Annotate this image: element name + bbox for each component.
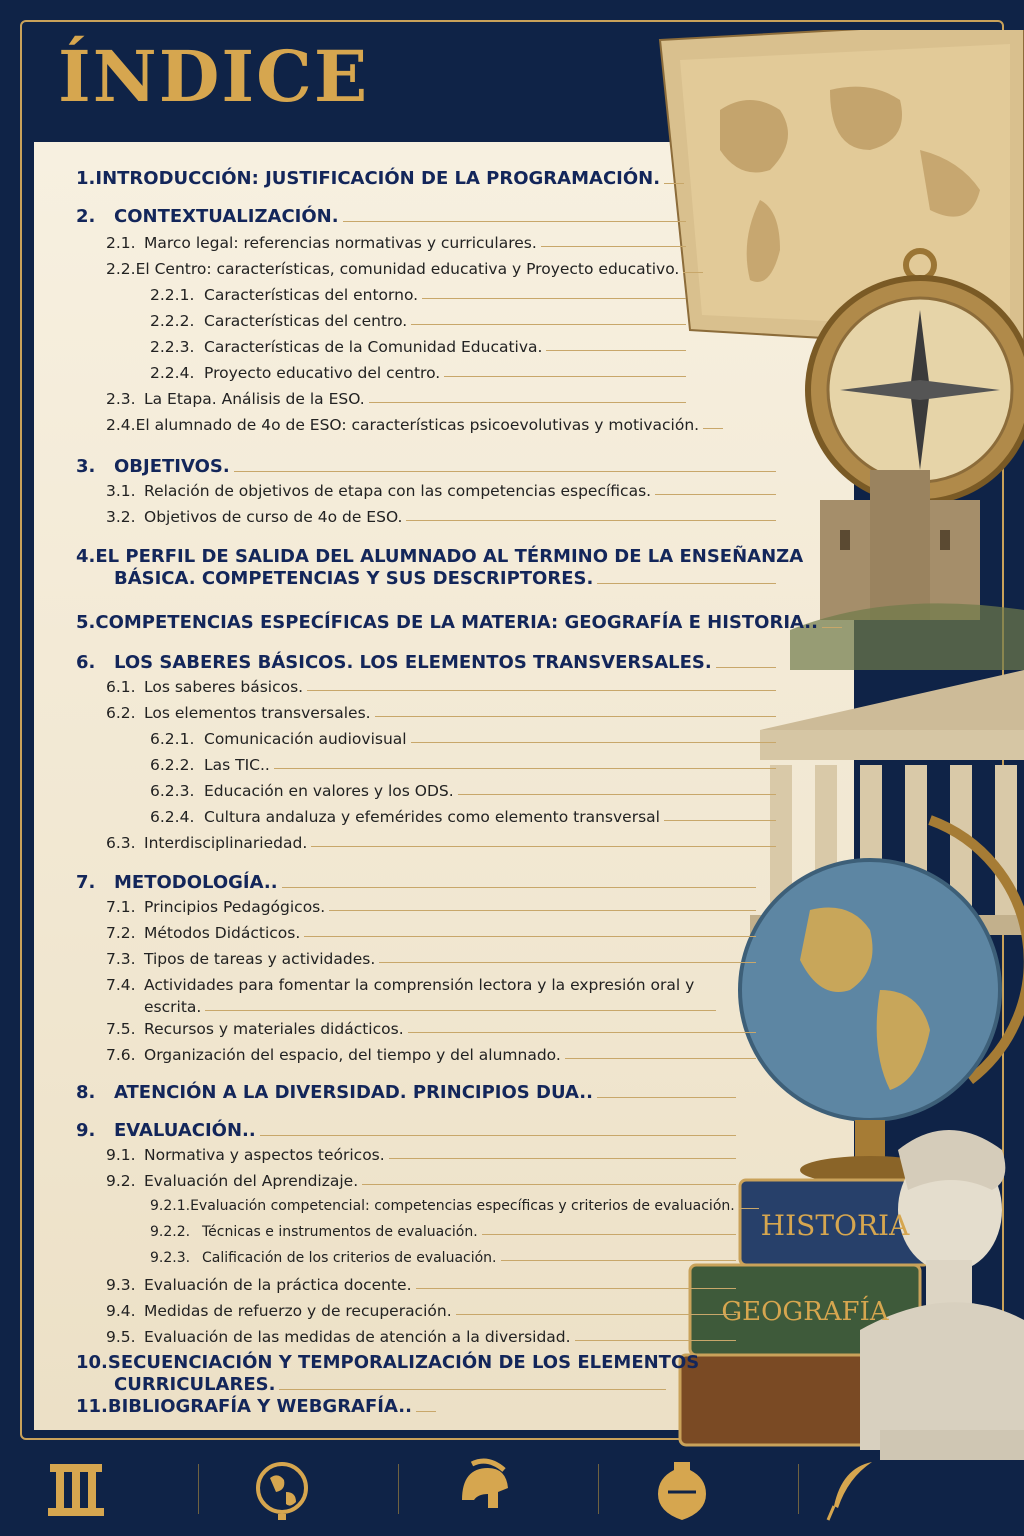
toc-entry-number: 6.1.: [106, 678, 136, 696]
toc-entry-label: Los saberes básicos.: [144, 678, 304, 696]
dot-leader: [444, 376, 686, 377]
toc-entry-label: Técnicas e instrumentos de evaluación.: [202, 1224, 478, 1240]
toc-entry-label: La Etapa. Análisis de la ESO.: [144, 390, 365, 408]
dot-leader: [307, 690, 776, 691]
toc-entry-number: 6.2.2.: [150, 756, 195, 774]
toc-entry-label: Interdisciplinariedad.: [144, 834, 308, 852]
toc-entry-number: 9.3.: [106, 1276, 136, 1294]
dot-leader: [234, 471, 776, 472]
toc-entry-label: COMPETENCIAS ESPECÍFICAS DE LA MATERIA: GEOGRAFÍA E HISTORIA..: [95, 612, 818, 633]
dot-leader: [205, 1010, 716, 1011]
dot-leader: [683, 272, 703, 273]
toc-entry-number: 7.2.: [106, 924, 136, 942]
toc-entry-number: 7.4.: [106, 976, 136, 994]
toc-entry[interactable]: [76, 168, 676, 189]
toc-entry-number: 9.4.: [106, 1302, 136, 1320]
toc-entry-number: 2.2.1.: [150, 286, 195, 304]
toc-entry-number: 2.1.: [106, 234, 136, 252]
dot-leader: [311, 846, 776, 847]
toc-entry-number: 7.6.: [106, 1046, 136, 1064]
toc-entry-label: EL PERFIL DE SALIDA DEL ALUMNADO AL TÉRMINO DE LA ENSEÑANZA: [95, 546, 804, 567]
dot-leader: [416, 1288, 737, 1289]
helmet-icon: [446, 1454, 518, 1526]
toc-entry-number: 9.5.: [106, 1328, 136, 1346]
toc-entry-label: Comunicación audiovisual: [204, 730, 407, 748]
toc-entry-number: 10.: [76, 1352, 108, 1373]
dot-leader: [456, 1314, 736, 1315]
toc-entry[interactable]: [150, 756, 776, 774]
toc-entry-number: 3.1.: [106, 482, 136, 500]
dot-leader: [408, 1032, 756, 1033]
toc-entry-number: 2.2.3.: [150, 338, 195, 356]
toc-entry-number: 4.: [76, 546, 96, 567]
toc-entry-number: 7.3.: [106, 950, 136, 968]
dot-leader: [411, 742, 776, 743]
toc-entry-number: 3.2.: [106, 508, 136, 526]
toc-entry[interactable]: [106, 950, 756, 968]
toc-entry-number: 5.: [76, 612, 96, 633]
toc-entry[interactable]: [76, 612, 818, 633]
toc-entry-number: 3.: [76, 456, 96, 477]
toc-entry[interactable]: [76, 1082, 736, 1103]
dot-leader: [501, 1260, 737, 1261]
toc-entry-continuation: [144, 998, 716, 1016]
toc-entry-label: OBJETIVOS.: [114, 456, 230, 477]
dot-leader: [362, 1184, 736, 1185]
toc-entry[interactable]: [76, 1396, 412, 1417]
toc-entry-label: Objetivos de curso de 4o de ESO.: [144, 508, 403, 526]
toc-entry-number: 9.: [76, 1120, 96, 1141]
toc-entry-number: 9.2.2.: [150, 1224, 191, 1240]
toc-entry-label-line2: BÁSICA. COMPETENCIAS Y SUS DESCRIPTORES.: [114, 568, 594, 589]
globe-icon: [246, 1454, 318, 1526]
toc-entry[interactable]: [106, 416, 716, 434]
toc-entry[interactable]: [150, 338, 686, 356]
toc-entry-number: 2.: [76, 206, 96, 227]
toc-entry-label: Las TIC..: [204, 756, 270, 774]
book-title-geografia: GEOGRAFÍA: [721, 1297, 889, 1327]
toc-entry-label: Características del centro.: [204, 312, 408, 330]
dot-leader: [597, 1097, 736, 1098]
toc-entry-label: Características del entorno.: [204, 286, 419, 304]
toc-entry[interactable]: [150, 1224, 736, 1240]
toc-entry[interactable]: [150, 808, 776, 826]
dot-leader: [282, 887, 756, 888]
toc-entry-number: 6.2.3.: [150, 782, 195, 800]
toc-entry-label: Calificación de los criterios de evaluación.: [202, 1250, 497, 1266]
toc-entry[interactable]: [150, 1250, 736, 1266]
toc-entry-number: 2.2.4.: [150, 364, 195, 382]
toc-entry-label: Medidas de refuerzo y de recuperación.: [144, 1302, 452, 1320]
toc-entry-number: 7.: [76, 872, 96, 893]
dot-leader: [739, 1208, 759, 1209]
amphora-icon: [646, 1454, 718, 1526]
toc-entry-label-line2: CURRICULARES.: [114, 1374, 276, 1395]
dot-leader: [546, 350, 686, 351]
toc-entry-continuation: [114, 1374, 666, 1395]
toc-entry[interactable]: [76, 872, 756, 893]
toc-entry-number: 6.: [76, 652, 96, 673]
toc-entry-number: 2.4.: [106, 416, 136, 434]
toc-entry-label: Normativa y aspectos teóricos.: [144, 1146, 385, 1164]
column-icon: [40, 1454, 112, 1526]
toc-entry[interactable]: [106, 1146, 736, 1164]
toc-entry-number: 11.: [76, 1396, 108, 1417]
toc-entry-label: CONTEXTUALIZACIÓN.: [114, 206, 339, 227]
dot-leader: [703, 428, 723, 429]
toc-entry-number: 7.1.: [106, 898, 136, 916]
toc-entry-number: 6.2.4.: [150, 808, 195, 826]
toc-entry-label: Los elementos transversales.: [144, 704, 371, 722]
toc-entry[interactable]: [106, 976, 716, 994]
dot-leader: [389, 1158, 736, 1159]
dot-leader: [575, 1340, 736, 1341]
dot-leader: [664, 820, 776, 821]
toc-entry-label: BIBLIOGRAFÍA Y WEBGRAFÍA..: [107, 1396, 412, 1417]
toc-entry-number: 9.1.: [106, 1146, 136, 1164]
toc-entry-number: 9.2.1.: [150, 1198, 191, 1214]
toc-entry-label: Características de la Comunidad Educativa.: [204, 338, 543, 356]
toc-entry-label: SECUENCIACIÓN Y TEMPORALIZACIÓN DE LOS ELEMENTOS: [107, 1352, 700, 1373]
toc-entry-number: 1.: [76, 168, 96, 189]
toc-entry[interactable]: [106, 234, 686, 252]
toc-entry[interactable]: [106, 1020, 756, 1038]
dot-leader: [379, 962, 756, 963]
toc-entry-number: 2.2.: [106, 260, 136, 278]
toc-entry[interactable]: [106, 1046, 756, 1064]
dot-leader: [279, 1389, 666, 1390]
toc-entry[interactable]: [150, 1198, 736, 1214]
toc-entry[interactable]: [150, 782, 776, 800]
toc-entry-label: Evaluación de la práctica docente.: [144, 1276, 412, 1294]
toc-entry-label: Evaluación del Aprendizaje.: [144, 1172, 359, 1190]
toc-entry-number: 6.2.: [106, 704, 136, 722]
toc-entry-number: 6.2.1.: [150, 730, 195, 748]
toc-entry[interactable]: [76, 546, 804, 567]
toc-entry-number: 9.2.3.: [150, 1250, 191, 1266]
toc-entry-label: Relación de objetivos de etapa con las competencias específicas.: [144, 482, 652, 500]
dot-leader: [597, 583, 776, 584]
toc-entry[interactable]: [106, 1276, 736, 1294]
toc-entry-number: 8.: [76, 1082, 96, 1103]
castle-illustration: [790, 470, 1024, 670]
toc-entry-label: METODOLOGÍA..: [114, 872, 278, 893]
toc-entry-label: ATENCIÓN A LA DIVERSIDAD. PRINCIPIOS DUA..: [114, 1082, 593, 1103]
toc-entry-number: 2.3.: [106, 390, 136, 408]
toc-entry[interactable]: [106, 1302, 736, 1320]
toc-entry-label: Evaluación competencial: competencias específicas y criterios de evaluación.: [190, 1198, 735, 1214]
toc-entry[interactable]: [106, 898, 756, 916]
toc-entry[interactable]: [76, 1120, 736, 1141]
dot-leader: [541, 246, 686, 247]
toc-entry-number: 6.3.: [106, 834, 136, 852]
dot-leader: [411, 324, 686, 325]
toc-entry-label-line2: escrita.: [144, 998, 202, 1016]
toc-entry[interactable]: [106, 704, 776, 722]
toc-entry-number: 9.2.: [106, 1172, 136, 1190]
toc-entry-label: EVALUACIÓN..: [114, 1120, 256, 1141]
toc-entry-label: Métodos Didácticos.: [144, 924, 301, 942]
toc-entry[interactable]: [106, 834, 776, 852]
toc-entry[interactable]: [76, 206, 686, 227]
dot-leader: [329, 910, 756, 911]
toc-entry[interactable]: [106, 1328, 736, 1346]
toc-entry-label: El Centro: características, comunidad educativa y Proyecto educativo.: [135, 260, 680, 278]
dot-leader: [482, 1234, 736, 1235]
toc-entry[interactable]: [106, 678, 776, 696]
toc-entry[interactable]: [150, 286, 686, 304]
dot-leader: [716, 667, 776, 668]
icon-bar: [0, 1440, 1024, 1536]
toc-entry-number: 7.5.: [106, 1020, 136, 1038]
dot-leader: [655, 494, 776, 495]
page-title: ÍNDICE: [58, 35, 370, 118]
toc-entry[interactable]: [150, 730, 776, 748]
toc-entry[interactable]: [106, 390, 686, 408]
toc-entry[interactable]: [150, 312, 686, 330]
toc-entry-label: INTRODUCCIÓN: JUSTIFICACIÓN DE LA PROGRAMACIÓN.: [95, 168, 661, 189]
dot-leader: [304, 936, 756, 937]
dot-leader: [274, 768, 776, 769]
toc-entry[interactable]: [106, 260, 686, 278]
dot-leader: [822, 627, 842, 628]
toc-entry[interactable]: [150, 364, 686, 382]
dot-leader: [664, 183, 684, 184]
dot-leader: [260, 1135, 736, 1136]
dot-leader: [369, 402, 686, 403]
dot-leader: [565, 1058, 756, 1059]
toc-entry-label: LOS SABERES BÁSICOS. LOS ELEMENTOS TRANSVERSALES.: [114, 652, 712, 673]
dot-leader: [343, 221, 686, 222]
dot-leader: [406, 520, 776, 521]
book-title-historia: HISTORIA: [760, 1209, 910, 1242]
toc-entry[interactable]: [106, 482, 776, 500]
toc-entry-label: Actividades para fomentar la comprensión lectora y la expresión oral y: [144, 976, 695, 994]
toc-entry[interactable]: [76, 1352, 700, 1373]
quill-icon: [816, 1454, 888, 1526]
toc-entry-label: El alumnado de 4o de ESO: características psicoevolutivas y motivación.: [135, 416, 700, 434]
dot-leader: [422, 298, 686, 299]
toc-entry-label: Educación en valores y los ODS.: [204, 782, 454, 800]
toc-entry[interactable]: [76, 456, 776, 477]
toc-entry[interactable]: [106, 924, 756, 942]
toc-entry-label: Cultura andaluza y efemérides como elemento transversal: [204, 808, 660, 826]
toc-entry-label: Evaluación de las medidas de atención a la diversidad.: [144, 1328, 571, 1346]
toc-entry-label: Tipos de tareas y actividades.: [144, 950, 376, 968]
toc-entry-label: Organización del espacio, del tiempo y del alumnado.: [144, 1046, 561, 1064]
toc-entry-continuation: [114, 568, 776, 589]
toc-entry[interactable]: [76, 652, 776, 673]
toc-entry-number: 2.2.2.: [150, 312, 195, 330]
toc-entry-label: Principios Pedagógicos.: [144, 898, 326, 916]
dot-leader: [375, 716, 776, 717]
dot-leader: [416, 1411, 436, 1412]
toc-entry[interactable]: [106, 1172, 736, 1190]
toc-entry[interactable]: [106, 508, 776, 526]
dot-leader: [458, 794, 776, 795]
toc-entry-label: Proyecto educativo del centro.: [204, 364, 441, 382]
toc-entry-label: Marco legal: referencias normativas y curriculares.: [144, 234, 537, 252]
toc-entry-label: Recursos y materiales didácticos.: [144, 1020, 404, 1038]
